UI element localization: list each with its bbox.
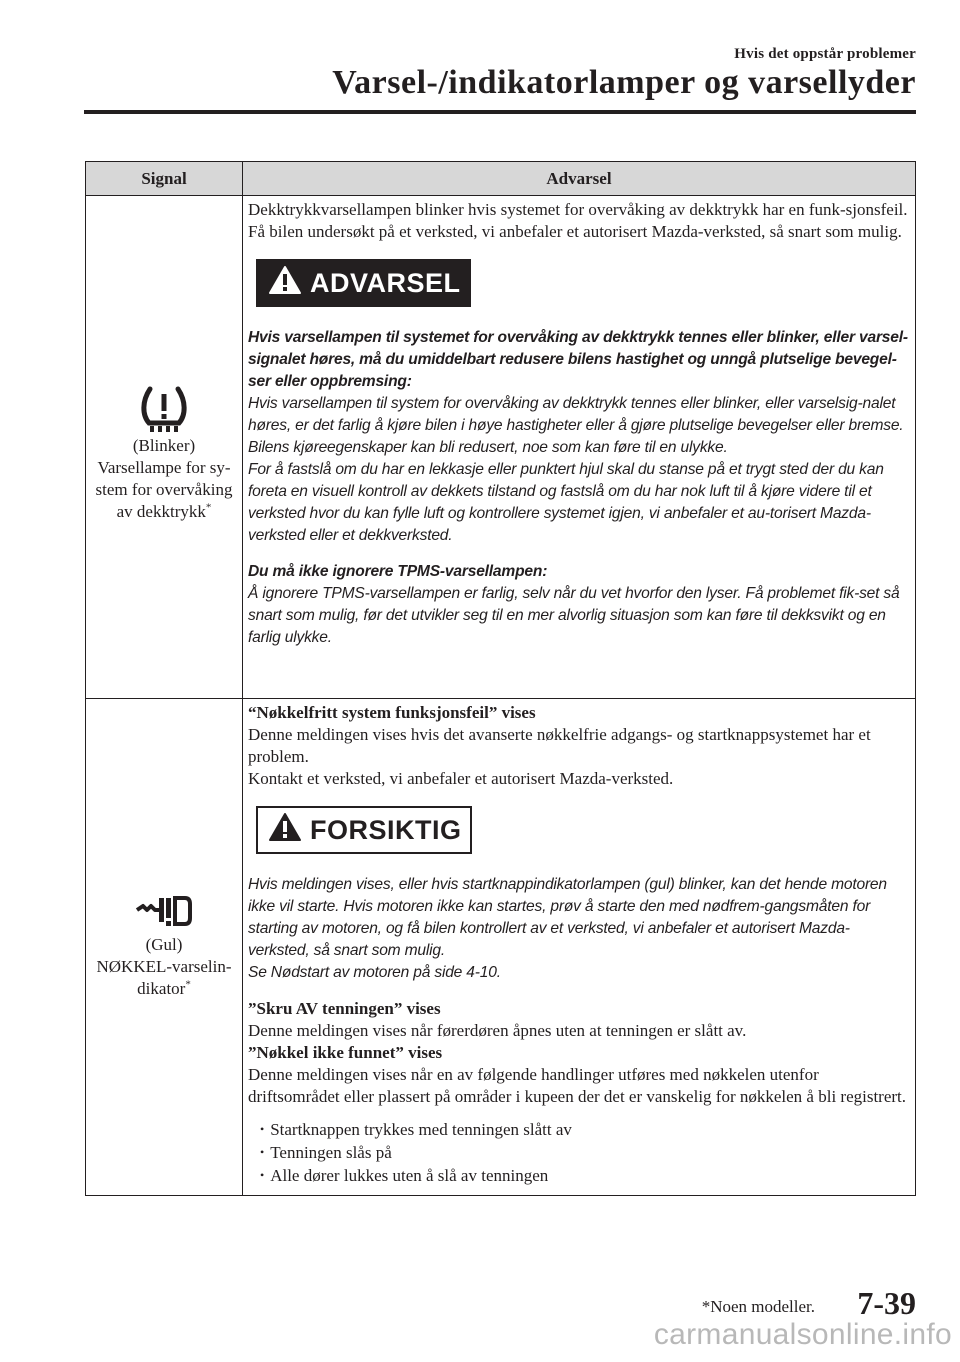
- table-row: [86, 699, 916, 1196]
- caution-reference: Se Nødstart av motoren på side 4-10.: [248, 964, 501, 981]
- col-header-advarsel: Advarsel: [243, 162, 916, 196]
- caution-label-box: [256, 806, 472, 854]
- message-text: Denne meldingen vises hvis det avanserte nøkkelfrie adgangs- og startknappsystemet har et problem.: [248, 725, 871, 766]
- signal-mode: (Gul): [145, 935, 183, 954]
- advarsel-cell: [243, 196, 916, 699]
- signal-cell: [86, 699, 243, 1196]
- col-header-signal: Signal: [86, 162, 243, 196]
- table-header-row: [86, 162, 916, 196]
- list-item: • Startknappen trykkes med tenningen slått av: [260, 1118, 909, 1141]
- page-title: Varsel-/indikatorlamper og varsellyder: [332, 64, 916, 101]
- key-warning-icon: [135, 894, 193, 930]
- signal-name-line: av dekktrykk*: [116, 501, 212, 521]
- signal-cell: [86, 196, 243, 699]
- signal-name-line: Varsellampe for sy-: [97, 458, 231, 477]
- watermark: carmanualsonline.info: [653, 1318, 952, 1351]
- caution-text: Hvis meldingen vises, eller hvis startknappindikatorlampen (gul) blinker, kan det hende motoren ikke vil starte. Hvis motoren ikke kan startes, prøv å starte den med nødfrem-gangsmåten for starting av motoren, og få bilen kontrollert av et verksted, vi anbefaler et autorisert Mazda-verksted, så snart som mulig.: [248, 876, 887, 959]
- warning-table: [85, 161, 916, 1196]
- list-item: • Tenningen slås på: [260, 1141, 909, 1164]
- signal-mode: (Blinker): [132, 436, 196, 455]
- caution-label: FORSIKTIG: [310, 815, 462, 845]
- advarsel-cell: [243, 699, 916, 1196]
- warning-heading: Du må ikke ignorere TPMS-varsellampen:: [248, 563, 548, 580]
- message-text: Denne meldingen vises når førerdøren åpnes uten at tenningen er slått av.: [248, 1021, 747, 1040]
- list-item: • Alle dører lukkes uten å slå av tenningen: [260, 1164, 909, 1187]
- signal-name-line: NØKKEL-varselin-: [96, 957, 232, 976]
- intro-text: Dekktrykkvarsellampen blinker hvis systemet for overvåking av dekktrykk har en funk-sjonsfeil. Få bilen undersøkt på et verksted, vi anbefaler et autorisert Mazda-verksted, så snart som mulig.: [248, 200, 908, 241]
- message-heading: ”Skru AV tenningen” vises: [248, 999, 441, 1018]
- warning-text: Å ignorere TPMS-varsellampen er farlig, selv når du vet hvorfor den lyser. Få problemet fik-set så snart som mulig, før det utvikler seg til en mer alvorlig situasjon som kan føre til dekksvikt og en farlig ulykke.: [248, 585, 900, 646]
- caution-triangle-icon: [268, 812, 302, 848]
- footnote: *Noen modeller.: [701, 1297, 815, 1316]
- section-header: Hvis det oppstår problemer: [734, 46, 916, 62]
- warning-label: ADVARSEL: [310, 268, 461, 298]
- signal-name-line: dikator*: [137, 978, 191, 998]
- warning-heading: Hvis varsellampen til systemet for overvåking av dekktrykk tennes eller blinker, eller varsel-signalet høres, må du umiddelbart redusere bilens hastighet og unngå plutselige bevegel-ser eller oppbremsing:: [248, 329, 908, 390]
- signal-name-line: stem for overvåking: [95, 480, 233, 499]
- warning-text: For å fastslå om du har en lekkasje eller punktert hjul skal du stanse på et trygt sted der du kan foreta en visuell kontroll av dekkets tilstand og fastslå om du har nok luft til å kjøre videre til et verksted hvor du kan fylle luft og kontrollere systemet igjen, vi anbefaler et au-torisert Mazda-verksted eller et dekkverksted.: [248, 461, 884, 544]
- warning-triangle-icon: [268, 265, 302, 301]
- message-text: Kontakt et verksted, vi anbefaler et autorisert Mazda-verksted.: [248, 769, 674, 788]
- table-row: [86, 196, 916, 699]
- tire-pressure-warning-icon: [140, 383, 188, 435]
- condition-list: [248, 1118, 909, 1187]
- footnote-marker: *: [205, 501, 212, 514]
- page-number: 7-39: [857, 1285, 916, 1321]
- message-heading: “Nøkkelfritt system funksjonsfeil” vises: [248, 703, 536, 722]
- warning-label-box: [256, 259, 471, 307]
- header-rule: [84, 110, 916, 114]
- warning-text: Hvis varsellampen til system for overvåking av dekktrykk tennes eller blinker, eller varselsig-nalet høres, er det farlig å kjøre bilen i høye hastigheter eller å gjøre plutselige bevegelser eller bremse. Bilens kjøreegenskaper kan bli redusert, noe som kan føre til en ulykke.: [248, 395, 904, 456]
- footnote-marker: *: [185, 978, 191, 991]
- message-heading: ”Nøkkel ikke funnet” vises: [248, 1043, 443, 1062]
- message-text: Denne meldingen vises når en av følgende handlinger utføres med nøkkelen utenfor driftsområdet eller plassert på områder i kupeen der det er vanskelig for nøkkelen å bli registrert.: [248, 1065, 907, 1106]
